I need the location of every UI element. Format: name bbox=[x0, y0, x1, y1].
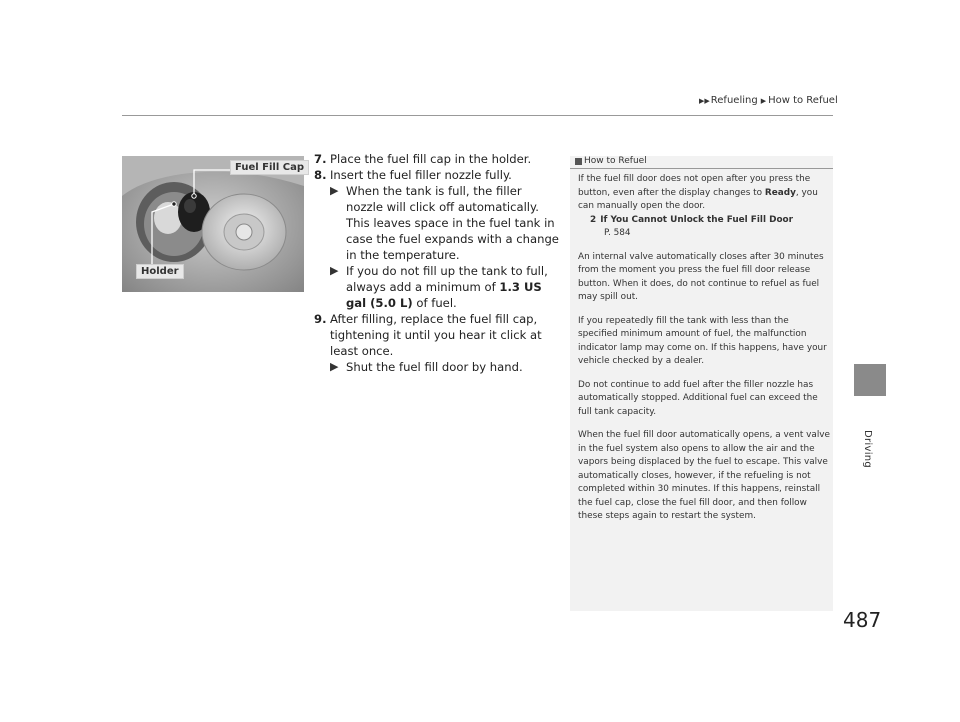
notes-title: How to Refuel bbox=[584, 156, 647, 166]
breadcrumb-how-to-refuel: How to Refuel bbox=[768, 95, 838, 106]
arrow-icon: ▶ bbox=[330, 264, 339, 277]
callout-fuel-fill-cap: Fuel Fill Cap bbox=[230, 160, 309, 175]
triangle-icon: ▶ bbox=[760, 97, 767, 105]
step-text: After filling, replace the fuel fill cap, tightening it until you hear it click at least once. bbox=[330, 312, 542, 358]
header-rule bbox=[122, 115, 833, 116]
page-number: 487 bbox=[843, 608, 882, 632]
step-8 bbox=[314, 167, 559, 183]
arrow-icon: ▶ bbox=[330, 184, 339, 197]
note-paragraph: An internal valve automatically closes after 30 minutes from the moment you press the fuel fill door release button. When it does, do not continue to refuel as fuel may spill out. bbox=[578, 251, 824, 302]
section-label: Driving bbox=[862, 430, 873, 469]
step-text: Insert the fuel filler nozzle fully. bbox=[330, 168, 512, 182]
section-tab-marker bbox=[854, 364, 886, 396]
note-marker-icon bbox=[575, 158, 582, 165]
notes-panel bbox=[570, 156, 833, 611]
step-9 bbox=[314, 311, 559, 359]
step-number: 8. bbox=[314, 168, 327, 182]
step-7 bbox=[314, 151, 559, 167]
note-text: When the tank is full, the filler nozzle will click off automatically. This leaves space in the fuel tank in case the fuel expands with a change in the temperature. bbox=[346, 184, 559, 262]
step-number: 7. bbox=[314, 152, 327, 166]
note-paragraph bbox=[578, 173, 830, 241]
step-number: 9. bbox=[314, 312, 327, 326]
callout-holder: Holder bbox=[136, 264, 184, 279]
breadcrumb-refueling: Refueling bbox=[710, 95, 758, 106]
instruction-steps bbox=[314, 151, 559, 375]
note-text: of fuel. bbox=[416, 296, 457, 310]
note-text: Shut the fuel fill door by hand. bbox=[346, 360, 523, 374]
note-paragraph: Do not continue to add fuel after the filler nozzle has automatically stopped. Additional fuel can exceed the full tank capacity. bbox=[578, 379, 818, 417]
step-9-note-1 bbox=[314, 359, 559, 375]
notes-header bbox=[570, 156, 833, 169]
notes-body bbox=[578, 173, 830, 534]
step-8-note-1 bbox=[314, 183, 559, 263]
cross-reference-icon: 2 bbox=[590, 214, 597, 225]
cross-reference[interactable] bbox=[578, 214, 830, 241]
cross-reference-title[interactable]: If You Cannot Unlock the Fuel Fill Door bbox=[600, 214, 794, 225]
ready-label: Ready bbox=[764, 187, 796, 198]
breadcrumb bbox=[699, 95, 838, 106]
cross-reference-page[interactable]: P. 584 bbox=[604, 228, 631, 238]
note-paragraph: When the fuel fill door automatically opens, a vent valve in the fuel system also opens to allow the air and the vapors being displaced by the fuel to escape. This valve automatically closes, however, if the refueling is not completed within 30 minutes. If this happens, reinstall the fuel cap, close the fuel fill door, and then follow these steps again to restart the system. bbox=[578, 430, 831, 521]
step-8-note-2 bbox=[314, 263, 559, 311]
arrow-icon: ▶ bbox=[330, 360, 339, 373]
double-triangle-icon: ▶▶ bbox=[699, 97, 710, 105]
note-text: , you can manually open the door. bbox=[578, 187, 818, 211]
note-text: If you do not fill up the tank to full, always add a minimum of bbox=[346, 264, 548, 294]
note-paragraph: If you repeatedly fill the tank with less than the specified minimum amount of fuel, the malfunction indicator lamp may come on. If this happens, have your vehicle checked by a dealer. bbox=[578, 315, 827, 366]
step-text: Place the fuel fill cap in the holder. bbox=[330, 152, 532, 166]
note-text: If the fuel fill door does not open after you press the button, even after the display changes to bbox=[578, 174, 811, 198]
minimum-fuel-amount: 1.3 US gal (5.0 L) bbox=[346, 280, 542, 310]
